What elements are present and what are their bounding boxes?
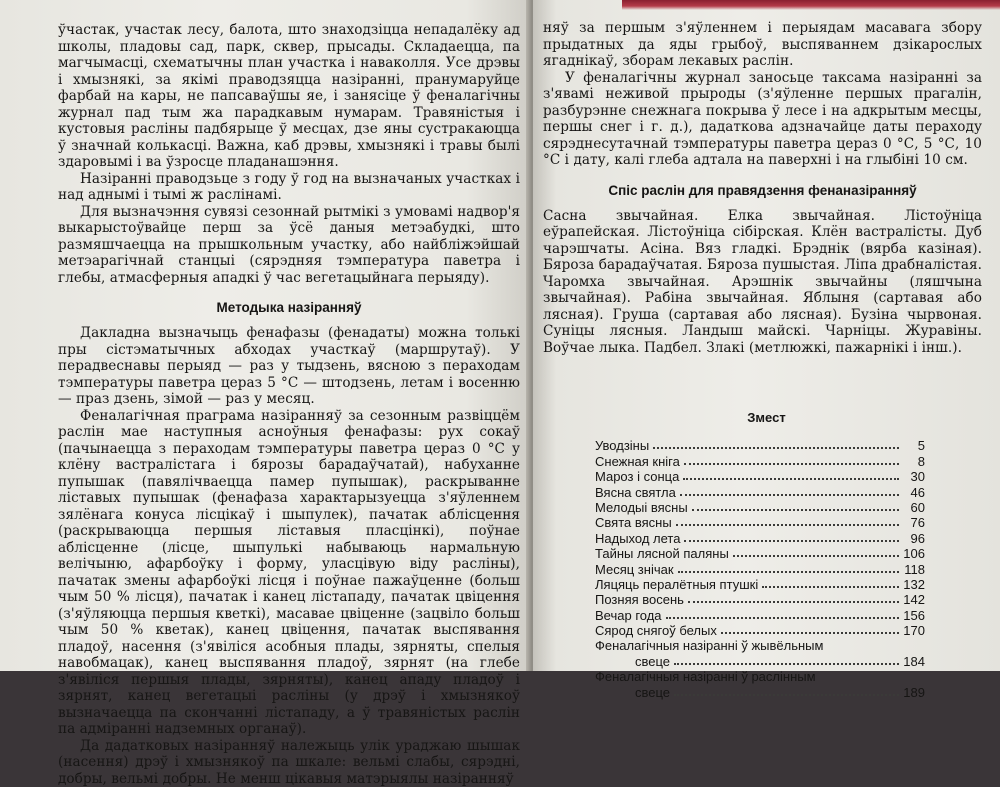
intro-paragraph-3: Для вызначэння сувязі сезоннай рытмікі з умовамі надвор'я выкарыстоўвайце перш за ўсё даныя метэабудкі, што размяшчаецца на прышкольным участку, або найбліжэйшай метэарагічнай станцыі (сярэдняя тэмпература паветра і глебы, атмасферныя ападкі ў час вегетацыйнага перыяду). <box>58 204 520 287</box>
toc-entry-title: Вечар года <box>595 608 662 623</box>
toc-entry-page: 30 <box>903 469 925 484</box>
species-list: Сасна звычайная. Елка звычайная. Лістоўніца еўрапейская. Лістоўніца сібірская. Клён вастралісты. Дуб чарэшчаты. Асіна. Вяз гладкі. Брэднік (вярба казіная). Бяроза барадаўчатая. Бяроза пушыстая. Ліпа драбналістая. Чаромха звычайная. Арэшнік звычайны (ляшчына звычайная). Рабіна звычайная. Яблыня (сартавая або лясная). Груша (сартавая або лясная). Бузіна чырвоная. Суніцы лясныя. Ландыш майскі. Чарніцы. Журавіны. Воўчае лыка. Падбел. Злакі (метлюжкі, пажарнікі і інш.). <box>543 208 982 357</box>
toc-entry-line1 <box>595 669 925 684</box>
toc-entry-line2 <box>595 684 925 699</box>
book-cover-edge <box>622 0 1000 10</box>
toc-entry <box>595 546 925 561</box>
right-page <box>533 0 1000 671</box>
toc-entry-page: 96 <box>903 531 925 546</box>
left-page <box>0 0 530 671</box>
toc-entry-title: Снежная кніга <box>595 454 680 469</box>
table-of-contents <box>595 438 925 700</box>
toc-entry-page: 189 <box>903 685 925 700</box>
toc-entry-multiline <box>595 669 925 700</box>
toc-entry-page: 106 <box>903 546 925 561</box>
toc-entry-page: 170 <box>903 623 925 638</box>
toc-entry-line1 <box>595 638 925 653</box>
toc-entry <box>595 438 925 453</box>
toc-entry <box>595 453 925 468</box>
right-paragraph-2: У феналагічны журнал заносьце таксама назіранні за з'явамі неживой прыроды (з'яўленне першых прагалін, разбурэнне снежнага покрыва ў лесе і на адкрытым месцы, першы снег і г. д.), дадаткова адзначайце даты пераходу сярэднесутачнай тэмпературы паветра цераз 0 °С, 5 °С, 10 °С і дату, калі глеба адтала на паверхні і на глыбіні 10 см. <box>543 70 982 169</box>
toc-leader-dots <box>733 555 899 557</box>
toc-leader-dots <box>666 617 899 619</box>
intro-paragraph-1: ўчастак, участак лесу, балота, што знаходзіцца непадалёку ад школы, пладовы сад, парк, сквер, прысады. Складаецца, па магчымасці, схематычны план участка і наваколля. Усе дрэвы і хмызнякі, за якімі праводзяцца назіранні, пранумаруйце фарбай на кары, не папсаваўшы яе, і занясіце ў феналагічны журнал пад тым жа парадкавым нумарам. Травяністыя і кустовыя расліны падбярыце ў месцах, дзе яны сустракаюцца ў значнай колькасці. Важна, каб дрэвы, хмызнякі і травы былі здаровымі і ва ўзросце пладанашэння. <box>58 22 520 171</box>
toc-entry <box>595 500 925 515</box>
toc-heading: Змест <box>533 410 1000 425</box>
toc-entry-title-cont: свеце <box>635 654 670 669</box>
toc-entry-title: Мароз і сонца <box>595 469 679 484</box>
toc-entry-title: Надыход лета <box>595 531 680 546</box>
toc-entry-page: 142 <box>903 592 925 607</box>
toc-entry-title: Месяц знічак <box>595 562 674 577</box>
method-paragraph-3: Да дадатковых назіранняў належыць улік ураджаю шышак (насення) дрэў і хмызнякоў па шкале: вельмі слабы, сярэдні, добры, вельмі добры. Не менш цікавыя матэрыялы назіранняў <box>58 738 520 787</box>
toc-entry-title: Сярод снягоў белых <box>595 623 717 638</box>
toc-leader-dots <box>674 694 899 696</box>
toc-entry <box>595 484 925 499</box>
toc-entry <box>595 607 925 622</box>
intro-paragraph-2: Назіранні праводзьце з году ў год на вызначаных участках і над аднымі і тымі ж раслінамі. <box>58 171 520 204</box>
toc-entry-page: 118 <box>903 562 925 577</box>
toc-entry-page: 46 <box>903 485 925 500</box>
toc-entry-title: Мелодыі вясны <box>595 500 688 515</box>
toc-leader-dots <box>676 524 899 526</box>
toc-entry-title: Свята вясны <box>595 515 672 530</box>
toc-entry-multiline <box>595 638 925 669</box>
toc-entry-page: 156 <box>903 608 925 623</box>
species-list-heading: Спіс раслін для правядзення фенаназіранняў <box>543 183 982 198</box>
method-paragraph-1: Дакладна вызначыць фенафазы (фенадаты) можна толькі пры сістэматычных абходах участкаў (маршрутаў). У перадвеснавы перыяд — раз у тыдзень, вясною з пераходам тэмпературы паветра цераз 5 °С — штодзень, летам і восенню — праз дзень, зімой — раз у месяц. <box>58 325 520 408</box>
toc-entry-title: Вясна святла <box>595 485 676 500</box>
toc-entry-page: 60 <box>903 500 925 515</box>
toc-entry-title: Феналагічныя назіранні ў раслінным <box>595 669 816 684</box>
toc-entry-page: 5 <box>903 438 925 453</box>
toc-entry-line2 <box>595 653 925 668</box>
toc-entry <box>595 592 925 607</box>
toc-entry-title-cont: свеце <box>635 685 670 700</box>
toc-entry <box>595 515 925 530</box>
toc-entry <box>595 530 925 545</box>
toc-entry <box>595 561 925 576</box>
toc-entry-page: 184 <box>903 654 925 669</box>
toc-leader-dots <box>692 509 899 511</box>
toc-leader-dots <box>678 571 899 573</box>
toc-entry-title: Позняя восень <box>595 592 684 607</box>
toc-entry <box>595 623 925 638</box>
toc-leader-dots <box>721 632 899 634</box>
toc-leader-dots <box>688 601 899 603</box>
toc-leader-dots <box>762 586 899 588</box>
toc-entry-title: Ляцяць пералётныя птушкі <box>595 577 758 592</box>
toc-entry <box>595 469 925 484</box>
toc-entry-page: 76 <box>903 515 925 530</box>
toc-leader-dots <box>684 540 899 542</box>
toc-entry-page: 8 <box>903 454 925 469</box>
toc-entry-page: 132 <box>903 577 925 592</box>
toc-leader-dots <box>680 494 899 496</box>
right-paragraph-1: няў за першым з'яўленнем і перыядам масавага збору прыдатных да яды грыбоў, выспяваннем дзікарослых ягаднікаў, зборам лекавых раслін. <box>543 20 982 70</box>
toc-leader-dots <box>653 447 899 449</box>
method-paragraph-2: Феналагічная праграма назіранняў за сезонным развіццём раслін мае наступныя асноўныя фенафазы: рух сокаў (пачынаецца з пераходам тэмпературы паветра цераз 0 °С у клёну вастралістага і бярозы барадаўчатай), набуханне пупышак (павялічваецца памер пупышак), раскрыванне ліставых пупышак (фенафаза характарызуецца з'яўленнем зялёнага конуса лісцікаў і шыпулек), пачатак аблісцення (раскрываюцца першыя ліставыя пласцінкі), поўнае аблісценне (лісце, шыпулькі набываюць нармальную велічыню, афарбоўку і форму, уласцівую віду расліны), пачатак змены афарбоўкі лісця і поўнае пажаўценне (больш чым 50 % лісця), пачатак і канец лістападу, пачатак цвіцення (з'яўляюцца першыя кветкі), масавае цвіценне (зацвіло больш чым 50 % кветак), канец цвіцення, пачатак выспявання пладоў, насення (з'явіліся асобныя плады, зярняты, спелыя навобмацак), канец выспявання пладоў, зярнят (на глебе з'явіліся першыя плады, зярняты), канец ападу пладоў і зярнят, канец вегетацыі расліны (у дрэў і хмызнякоў вызначаецца па скончанні лістападу, а ў травяністых раслін па адміранні надземных органаў). <box>58 408 520 738</box>
toc-leader-dots <box>684 463 899 465</box>
toc-entry <box>595 577 925 592</box>
toc-leader-dots <box>683 478 899 480</box>
toc-entry-title: Тайны лясной паляны <box>595 546 729 561</box>
toc-leader-dots <box>674 663 899 665</box>
toc-entry-title: Уводзіны <box>595 438 649 453</box>
section-heading-methods: Методыка назіранняў <box>58 300 520 315</box>
toc-entry-title: Феналагічныя назіранні ў жывёльным <box>595 638 823 653</box>
